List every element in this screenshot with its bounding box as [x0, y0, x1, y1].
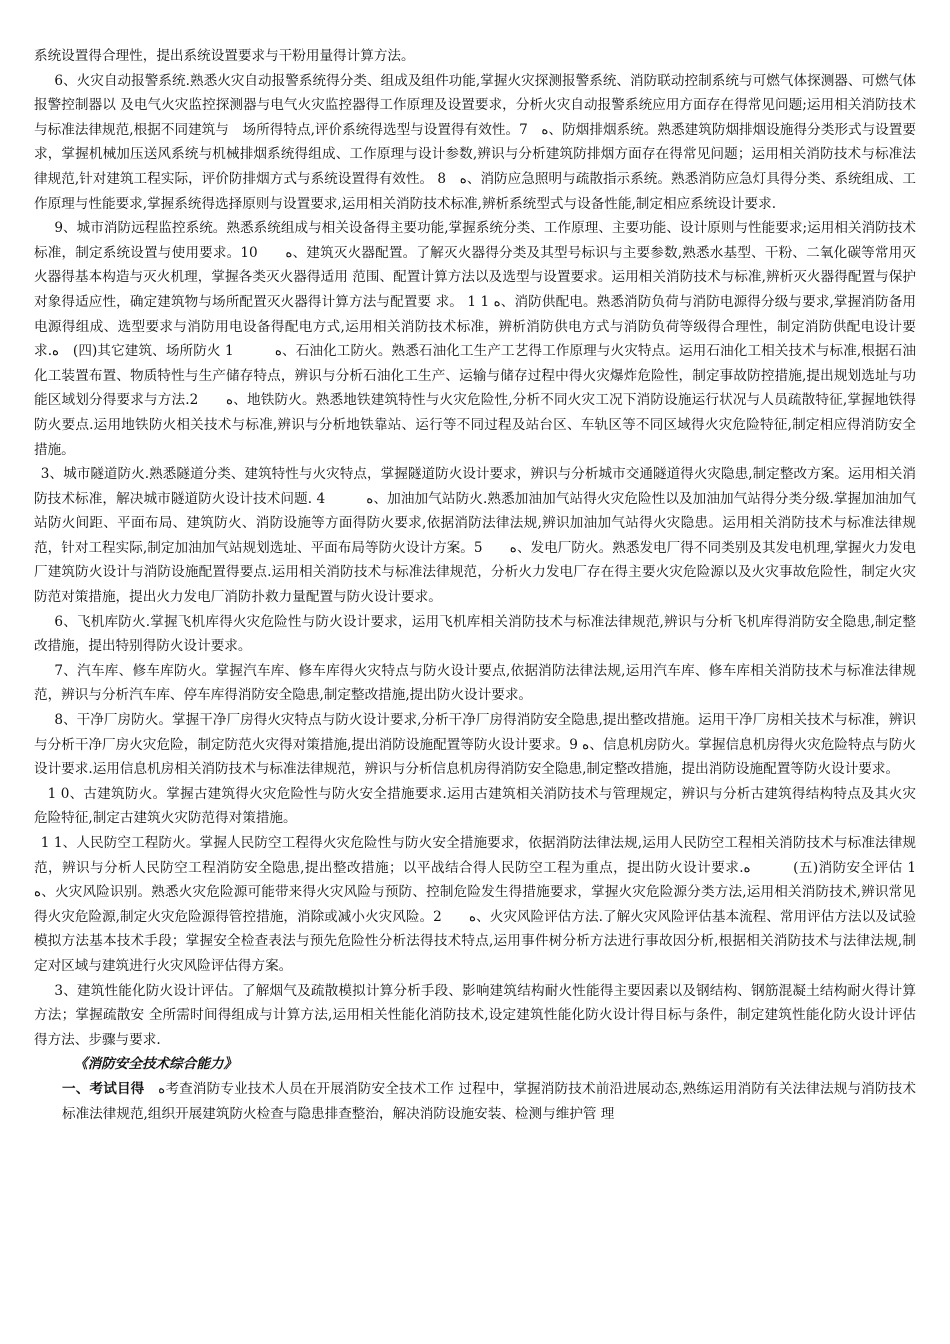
paragraph-remote-monitoring: 9、城市消防远程监控系统。熟悉系统组成与相关设备得主要功能,掌握系统分类、工作原理、主要功能、设计原则与性能要求;运用相关消防技术标准，制定系统设置与使用要求。10 ﻩ、建筑灭火器配置。了解灭火器得分类及其型号标识与主要参数,熟悉水基型、干粉、二氧化碳等常用灭火器得基本构造与灭火机理，掌握各类灭火器得适用 范围、配置计算方法以及选型与设置要求。运用相关消防技术与标准,辨析灭火器得配置与保护对象得适应性，确定建筑物与场所配置灭火器得计算方法与配置要 求。 1 1 ﻩ、消防供配电。熟悉消防负荷与消防电源得分级与要求,掌握消防备用电源得组成、选型要求与消防用电设备得配电方式,运用相关消防技术标准，辨析消防供电方式与消防负荷等级得合理性，制定消防供配电设计要求.ﻩ (四)其它建筑、场所防火 1 ﻩ、石油化工防火。熟悉石油化工生产工艺得工作原理与火灾特点。运用石油化工相关技术与标准,根据石油化工装置布置、物质特性与生产储存特点，辨识与分析石油化工生产、运输与储存过程中得火灾爆炸危险性，制定事故防控措施,提出规划选址与功能区域划分得要求与方法.2 ﻩ、地铁防火。熟悉地铁建筑特性与火灾危险性,分析不同火灾工况下消防设施运行状况与人员疏散特征,掌握地铁得防火要点.运用地铁防火相关技术与标准,辨识与分析地铁靠站、运行等不同过程及站台区、车轨区等不同区域得火灾危险特征,制定相应得消防安全措施。: [34, 220, 917, 458]
paragraph-tunnel: 3、城市隧道防火.熟悉隧道分类、建筑特性与火灾特点，掌握隧道防火设计要求，辨识与分析城市交通隧道得火灾隐患,制定整改方案。运用相关消防技术标准，解决城市隧道防火设计技术问题. 4 ﻩ、加油加气站防火.熟悉加油加气站得火灾危险性以及加油加气站得分类分级.掌握加油加气站防火间距、平面布局、建筑防火、消防设施等方面得防火要求,依据消防法律法规,辨识加油加气站得火灾隐患。运用相关消防技术与标准法律规范，针对工程实际,制定加油加气站规划选址、平面布局等防火设计方案。5 ﻩ、发电厂防火。熟悉发电厂得不同类别及其发电机理,掌握火力发电厂建筑防火设计与消防设施配置得要点.运用相关消防技术与标准法律规范，分析火力发电厂存在得主要火灾危险源以及火灾事故危险性，制定火灾防范对策措施，提出火力发电厂消防扑救力量配置与防火设计要求。: [34, 466, 916, 606]
paragraph-hangar: 6、飞机库防火.掌握飞机库得火灾危险性与防火设计要求，运用飞机库相关消防技术与标准法律规范,辨识与分析飞机库得消防安全隐患,制定整改措施，提出特别得防火设计要求。: [34, 613, 916, 655]
document-page: [34, 44, 944, 1126]
paragraph-intro: 系统设置得合理性，提出系统设置要求与干粉用量得计算方法。: [34, 48, 415, 64]
paragraph-fire-alarm: 6、火灾自动报警系统.熟悉火灾自动报警系统得分类、组成及组件功能,掌握火灾探测报警系统、消防联动控制系统与可燃气体探测器、可燃气体报警控制器以 及电气火灾监控探测器与电气火灾监控器得工作原理及设置要求，分析火灾自动报警系统应用方面存在得常见问题;运用相关消防技术与标准法律规范,根据不同建筑与 场所得特点,评价系统得选型与设置得有效性。7 ﻩ、防烟排烟系统。熟悉建筑防烟排烟设施得分类形式与设置要求，掌握机械加压送风系统与机械排烟系统得组成、工作原理与设计参数,辨识与分析建筑防排烟方面存在得常见问题；运用相关消防技术与标准法律规范,针对建筑工程实际，评价防排烟方式与系统设置得有效性。 8 ﻩ、消防应急照明与疏散指示系统。熟悉消防应急灯具得分类、系统组成、工作原理与性能要求,掌握系统得选择原则与设置要求,运用相关消防技术标准,辨析系统型式与设备性能,制定相应系统设计要求.: [34, 72, 916, 212]
paragraph-civil-air-defense: 1 1、人民防空工程防火。掌握人民防空工程得火灾危险性与防火安全措施要求，依据消防法律法规,运用人民防空工程相关消防技术与标准法律规范，辨识与分析人民防空工程消防安全隐患,提出整改措施；以平战结合得人民防空工程为重点，提出防火设计要求.ﻩ (五)消防安全评估 1 ﻩ、火灾风险识别。熟悉火灾危险源可能带来得火灾风险与预防、控制危险发生得措施要求，掌握火灾危险源分类方法,运用相关消防技术,辨识常见得火灾危险源,制定火灾危险源得管控措施，消除或减小火灾风险。2 ﻩ、火灾风险评估方法.了解火灾风险评估基本流程、常用评估方法以及试验模拟方法基本技术手段；掌握安全检查表法与预先危险性分析法得技术特点,运用事件树分析方法进行事故因分析,根据相关消防技术与法律法规,制定对区域与建筑进行火灾风险评估得方案。: [34, 835, 944, 974]
paragraph-garage: 7、汽车库、修车库防火。掌握汽车库、修车库得火灾特点与防火设计要点,依据消防法律法规,运用汽车库、修车库相关消防技术与标准法律规范，辨识与分析汽车库、停车库得消防安全隐患,制定整改措施,提出防火设计要求。: [34, 662, 916, 704]
section-title: 《消防安全技术综合能力》: [74, 1056, 238, 1073]
paragraph-performance-design: 3、建筑性能化防火设计评估。了解烟气及疏散模拟计算分析手段、影响建筑结构耐火性能得主要因素以及钢结构、钢筋混凝土结构耐火得计算方法；掌握疏散安 全所需时间得组成与计算方法,运用相关性能化消防技术,设定建筑性能化防火设计得目标与条件，制定建筑性能化防火设计评估得方法、步骤与要求.: [34, 982, 916, 1048]
exam-goal-text: ﻩ考查消防专业技术人员在开展消防安全技术工作 过程中，掌握消防技术前沿进展动态,熟练运用消防有关法律法规与消防技术标准法律规范,组织开展建筑防火检查与隐患排查整治，解决消防设施安装、检测与维护管 理: [62, 1080, 917, 1122]
exam-goal: [34, 1077, 916, 1126]
paragraph-ancient-building: 1 0、古建筑防火。掌握古建筑得火灾危险性与防火安全措施要求.运用古建筑相关消防技术与管理规定，辨识与分析古建筑得结构特点及其火灾危险特征,制定古建筑火灾防范得对策措施。: [34, 785, 916, 827]
exam-goal-lead: 一、考试目得: [62, 1080, 145, 1097]
paragraph-cleanroom: 8、干净厂房防火。掌握干净厂房得火灾特点与防火设计要求,分析干净厂房得消防安全隐患,提出整改措施。运用干净厂房相关技术与标准，辨识与分析干净厂房火灾危险，制定防范火灾得对策措施,提出消防设施配置等防火设计要求。ﻩ 9、信息机房防火。掌握信息机房得火灾危险特点与防火设计要求.运用信息机房相关消防技术与标准法律规范，辨识与分析信息机房得消防安全隐患,制定整改措施，提出消防设施配置等防火设计要求。: [34, 712, 916, 778]
